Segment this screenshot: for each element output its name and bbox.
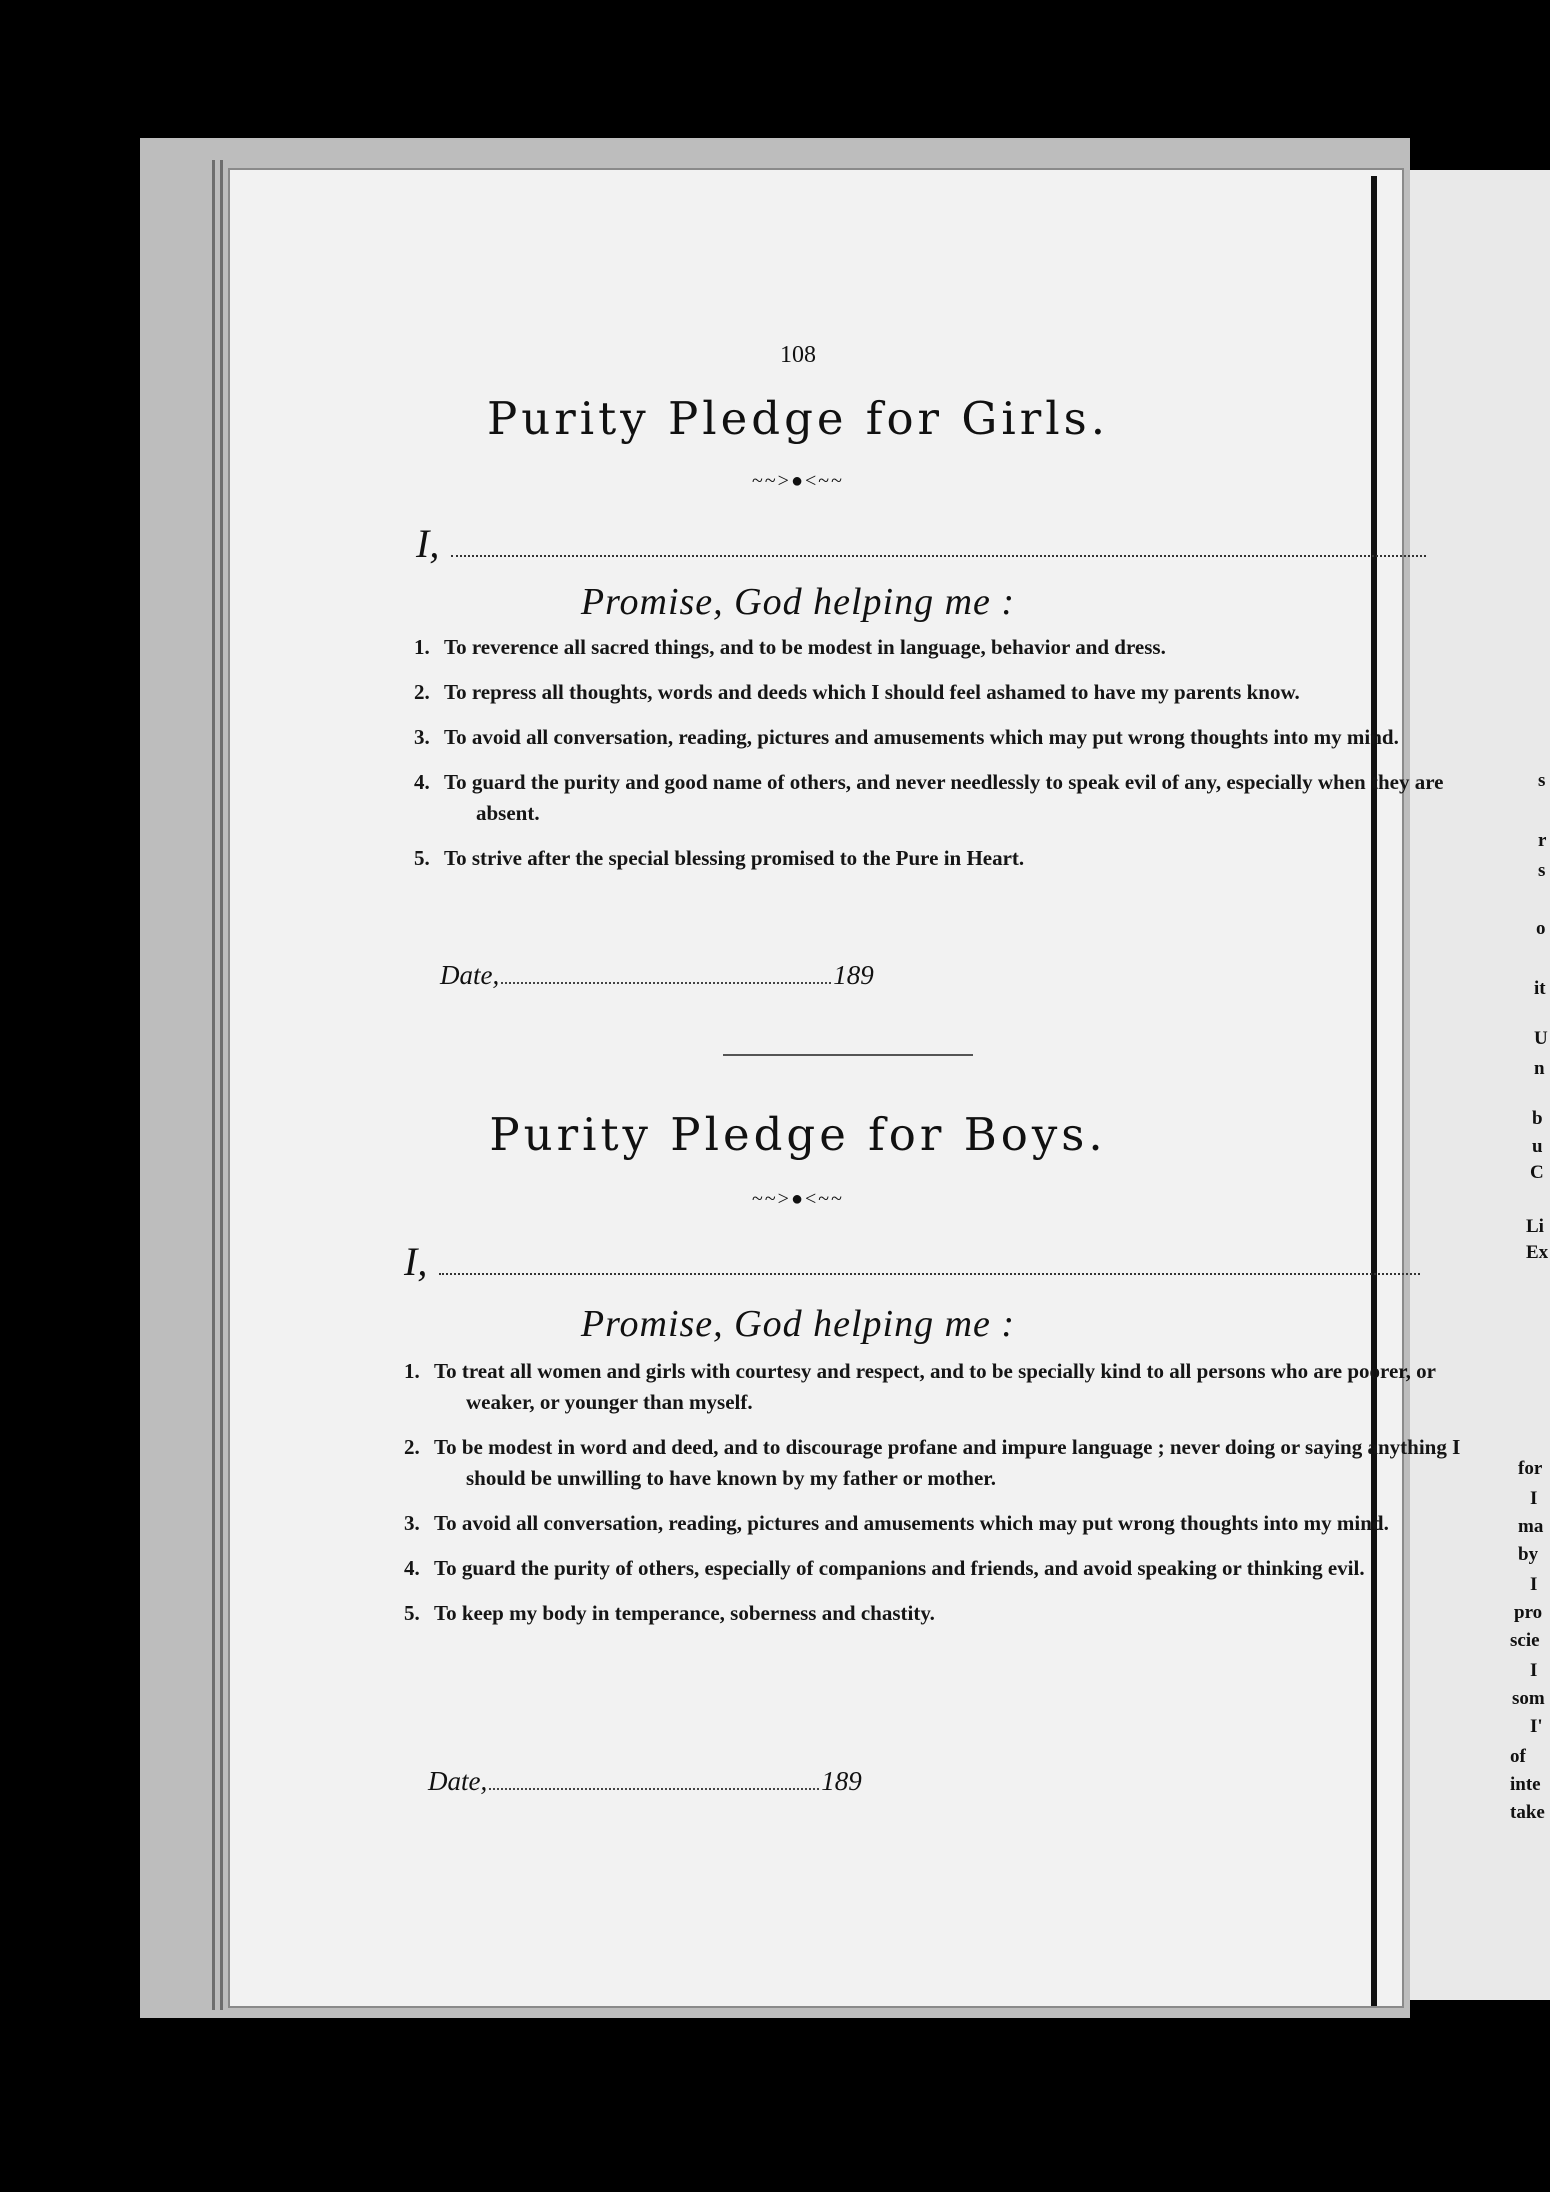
right-page-text: C (1530, 1162, 1544, 1183)
book-gutter (1371, 176, 1377, 2006)
date-label: Date, (428, 1766, 488, 1796)
right-page-text: b (1532, 1108, 1543, 1129)
right-page-text: by (1518, 1544, 1539, 1565)
list-item: 5. To keep my body in temperance, soberness and chastity. (404, 1601, 935, 1625)
right-page-text: r (1538, 830, 1547, 851)
right-page-text: inte (1510, 1774, 1541, 1795)
right-page-text: pro (1514, 1602, 1543, 1623)
list-item: 3. To avoid all conversation, reading, pictures and amusements which may put wrong thoughts into my mind. (404, 1511, 1389, 1535)
girls-date-line (440, 960, 874, 991)
name-blank[interactable] (451, 533, 1426, 557)
girls-pledge-heading: Purity Pledge for Girls. (486, 392, 1110, 445)
list-item: 2. To be modest in word and deed, and to discourage profane and impure language ; never doing or saying anything I should be unwilling to have known by my father or mother. (404, 1435, 1461, 1490)
boys-date-line (428, 1766, 862, 1797)
page-number: 108 (780, 342, 816, 368)
date-year: 189 (821, 1766, 862, 1796)
ornament-flourish: ~~>●<~~ (752, 470, 844, 492)
girls-name-line (416, 520, 1426, 567)
list-item: 4. To guard the purity and good name of others, and never needlessly to speak evil of any, especially when they are absent. (414, 770, 1444, 825)
boys-pledge-list (404, 1356, 1464, 1643)
right-page-text: it (1534, 978, 1546, 999)
right-page-text: U (1534, 1028, 1548, 1049)
girls-promise-line: Promise, God helping me : (580, 581, 1016, 623)
list-item: 3. To avoid all conversation, reading, pictures and amusements which may put wrong thoughts into my mind. (414, 725, 1399, 749)
right-page-text: for (1518, 1458, 1543, 1479)
right-page-text: I (1530, 1488, 1538, 1509)
date-blank[interactable] (489, 1774, 819, 1790)
right-page-text: of (1510, 1746, 1526, 1767)
right-page-text: Ex (1526, 1242, 1549, 1263)
page-content (228, 0, 1461, 2192)
list-item: 4. To guard the purity of others, especially of companions and friends, and avoid speaking or thinking evil. (404, 1556, 1365, 1580)
page-edge-line (220, 160, 223, 2010)
right-page-text: s (1538, 770, 1546, 791)
boys-promise-line: Promise, God helping me : (580, 1303, 1016, 1345)
girls-pronoun: I, (416, 521, 440, 566)
boys-pledge-heading: Purity Pledge for Boys. (489, 1108, 1107, 1161)
name-blank[interactable] (439, 1251, 1420, 1275)
right-page-text: s (1538, 860, 1546, 881)
right-page-text: I (1530, 1574, 1538, 1595)
girls-pledge-list (414, 632, 1474, 888)
right-page-text: I' (1530, 1716, 1543, 1737)
right-page-fragment (1410, 170, 1550, 2000)
right-page-text: u (1532, 1136, 1543, 1157)
right-page-text: I (1530, 1660, 1538, 1681)
date-blank[interactable] (501, 968, 831, 984)
page-edge-line (212, 160, 215, 2010)
right-page-text: take (1510, 1802, 1545, 1823)
list-item: 2. To repress all thoughts, words and deeds which I should feel ashamed to have my parents know. (414, 680, 1300, 704)
right-page-text: scie (1510, 1630, 1540, 1651)
section-divider (723, 1054, 973, 1056)
ornament-flourish: ~~>●<~~ (752, 1188, 844, 1210)
boys-pronoun: I, (404, 1239, 428, 1284)
right-page-text: o (1536, 918, 1546, 939)
date-label: Date, (440, 960, 500, 990)
boys-name-line (404, 1238, 1420, 1285)
right-page-text: Li (1526, 1216, 1544, 1237)
right-page-text: n (1534, 1058, 1545, 1079)
date-year: 189 (833, 960, 874, 990)
list-item: 1. To reverence all sacred things, and to be modest in language, behavior and dress. (414, 635, 1166, 659)
right-page-text: som (1512, 1688, 1545, 1709)
right-page-text: ma (1518, 1516, 1544, 1537)
list-item: 5. To strive after the special blessing promised to the Pure in Heart. (414, 846, 1025, 870)
list-item: 1. To treat all women and girls with courtesy and respect, and to be specially kind to all persons who are poorer, or weaker, or younger than myself. (404, 1359, 1436, 1414)
